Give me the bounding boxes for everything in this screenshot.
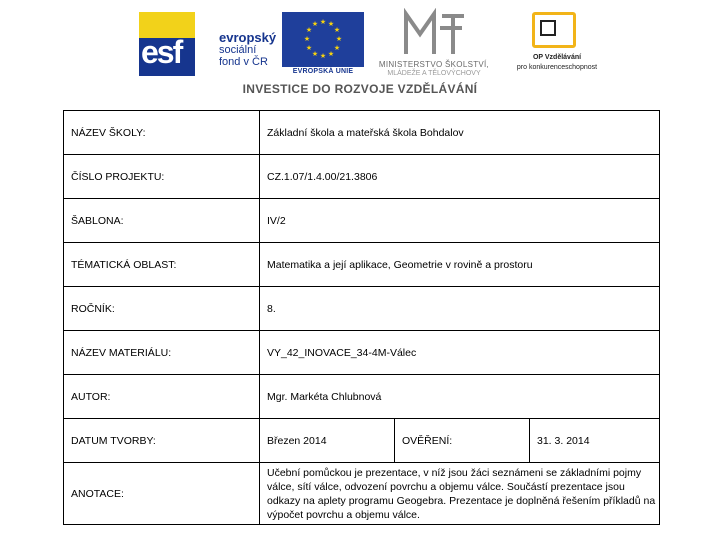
op-logo bbox=[512, 12, 602, 76]
op-square-icon bbox=[540, 20, 556, 36]
esf-line-2: sociální bbox=[219, 44, 257, 56]
value-cell: 8. bbox=[260, 287, 660, 331]
overeni-value-cell: 31. 3. 2014 bbox=[530, 419, 660, 463]
label-cell: ROČNÍK: bbox=[64, 287, 260, 331]
msmt-line-1: MINISTERSTVO ŠKOLSTVÍ, bbox=[378, 60, 490, 69]
table-row bbox=[64, 287, 660, 331]
svg-text:★: ★ bbox=[319, 18, 327, 26]
table-row bbox=[64, 463, 660, 525]
esf-line-1: evropský bbox=[219, 30, 277, 45]
value-cell: Základní škola a mateřská škola Bohdalov bbox=[260, 111, 660, 155]
op-line-1: OP Vzdělávání bbox=[532, 54, 582, 61]
table-row bbox=[64, 375, 660, 419]
esf-logo bbox=[139, 12, 277, 76]
value-cell: CZ.1.07/1.4.00/21.3806 bbox=[260, 155, 660, 199]
value-cell: Mgr. Markéta Chlubnová bbox=[260, 375, 660, 419]
label-cell: ANOTACE: bbox=[64, 463, 260, 525]
table-row bbox=[64, 331, 660, 375]
esf-tile bbox=[139, 12, 195, 76]
value-cell: Březen 2014 bbox=[260, 419, 395, 463]
logo-banner bbox=[0, 0, 720, 100]
table-row bbox=[64, 419, 660, 463]
svg-text:★: ★ bbox=[327, 50, 335, 58]
svg-text:★: ★ bbox=[327, 20, 335, 28]
eu-logo bbox=[282, 12, 364, 76]
label-cell: DATUM TVORBY: bbox=[64, 419, 260, 463]
svg-text:★: ★ bbox=[311, 50, 319, 58]
label-cell: ČÍSLO PROJEKTU: bbox=[64, 155, 260, 199]
table-row bbox=[64, 199, 660, 243]
table-row bbox=[64, 243, 660, 287]
op-line-2: pro konkurenceschopnost bbox=[516, 64, 598, 71]
msmt-mark bbox=[402, 8, 466, 67]
table-row bbox=[64, 111, 660, 155]
svg-text:★: ★ bbox=[319, 52, 327, 60]
svg-text:★: ★ bbox=[333, 44, 341, 52]
eu-caption: EVROPSKÁ UNIE bbox=[292, 68, 354, 75]
annotation-cell: Učební pomůckou je prezentace, v níž jsou žáci seznámeni se základními pojmy válce, sítí válce, odvození povrchu a objemu válce. Součástí prezentace jsou odkazy na aplety programu Geogebra. Prezentace je doplněná řešením příkladů na výpočet povrchu a objemu válce. bbox=[260, 463, 660, 525]
svg-text:★: ★ bbox=[333, 26, 341, 34]
svg-text:★: ★ bbox=[305, 26, 313, 34]
value-cell: Matematika a její aplikace, Geometrie v rovině a prostoru bbox=[260, 243, 660, 287]
eu-flag-icon bbox=[282, 12, 364, 67]
svg-text:★: ★ bbox=[305, 44, 313, 52]
esf-text bbox=[219, 32, 276, 68]
svg-text:★: ★ bbox=[311, 20, 319, 28]
svg-text:★: ★ bbox=[303, 35, 311, 43]
value-cell: VY_42_INOVACE_34-4M-Válec bbox=[260, 331, 660, 375]
label-cell: NÁZEV MATERIÁLU: bbox=[64, 331, 260, 375]
label-cell: NÁZEV ŠKOLY: bbox=[64, 111, 260, 155]
investice-banner: INVESTICE DO ROZVOJE VZDĚLÁVÁNÍ bbox=[242, 82, 478, 96]
project-info-table bbox=[63, 110, 660, 525]
table-row bbox=[64, 155, 660, 199]
esf-line-3: fond v ČR bbox=[219, 56, 268, 68]
label-cell: AUTOR: bbox=[64, 375, 260, 419]
label-cell: TÉMATICKÁ OBLAST: bbox=[64, 243, 260, 287]
value-cell: IV/2 bbox=[260, 199, 660, 243]
esf-mark: esf bbox=[141, 34, 182, 70]
msmt-logo bbox=[368, 8, 500, 78]
msmt-line-2: MLÁDEŽE A TĚLOVÝCHOVY bbox=[387, 70, 481, 77]
overeni-label-cell: OVĚŘENÍ: bbox=[395, 419, 530, 463]
label-cell: ŠABLONA: bbox=[64, 199, 260, 243]
svg-text:★: ★ bbox=[335, 35, 343, 43]
